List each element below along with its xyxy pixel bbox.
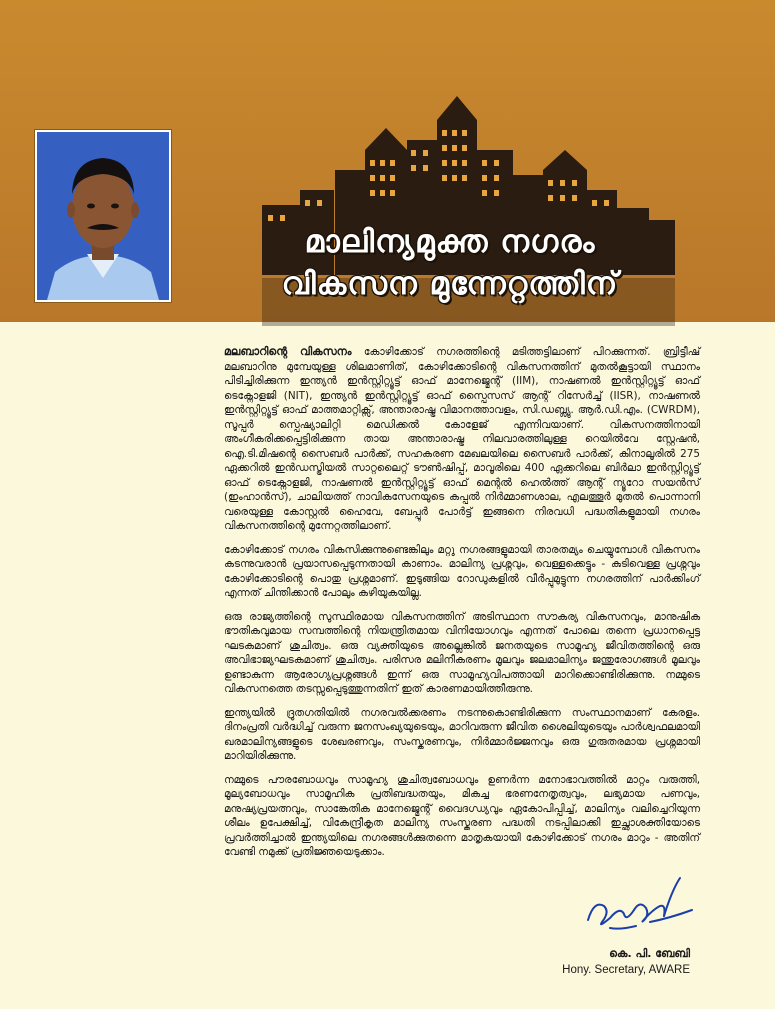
portrait-image [37, 132, 169, 300]
paragraph-1 [224, 345, 700, 534]
article-body [224, 345, 700, 869]
signature-image [580, 870, 700, 940]
paragraph-3: ഒരു രാജ്യത്തിന്റെ സുസ്ഥിരമായ വികസനത്തിന് അടിസ്ഥാന സൗകര്യ വികസനവും, മാനുഷിക ഭൗതികവുമായ സമ്പത്തിന്റെ നിയന്ത്രിതമായ വിനിയോഗവും എന്നത് പോലെ തന്നെ പ്രധാനപ്പെട്ട ഘടകമാണ് ശുചിത്വം. ഒരു വ്യക്തിയുടെ അല്ലെങ്കിൽ ജനതയുടെ സാമൂഹ്യ ജീവിതത്തിന്റെ ഒരു അവിഭാജ്യഘടകമാണ് ശുചിത്വം. പരിസര മലിനീകരണം മൂലവും ജലമാലിന്യം ജന്തുരോഗങ്ങൾ മൂലവും ഉണ്ടാകുന്ന ആരോഗ്യപ്രശ്നങ്ങൾ ഇന്ന് ഒരു സാമൂഹ്യവിപത്തായി മാറിക്കൊണ്ടിരിക്കുന്നു. നമ്മുടെ വികസനത്തെ തടസ്സപ്പെടുത്തുന്നതിന് ഇത് കാരണമായിത്തീരുന്നു. [224, 610, 700, 695]
paragraph-5: നമ്മുടെ പൗരബോധവും സാമൂഹ്യ ശുചിത്വബോധവും ഉണർന്ന മനോഭാവത്തിൽ മാറ്റം വരുത്തി, മൂല്യബോധവും സാമൂഹിക പ്രതിബദ്ധതയും, മികച്ച ഭരണനേതൃത്വവും, ലഭ്യമായ പണവും, മനുഷ്യപ്രയത്നവും, സാങ്കേതിക മാനേജ്മെന്റ് വൈദഗ്ധ്യവും ഏകോപിപ്പിച്ച്, മാലിന്യം വലിച്ചെറിയുന്ന ശീലം ഉപേക്ഷിച്ച്, വികേന്ദ്രീകൃത മാലിന്യ സംസ്കരണ പദ്ധതി നടപ്പിലാക്കി ഇച്ഛാശക്തിയോടെ പ്രവർത്തിച്ചാൽ ഇന്ത്യയിലെ നഗരങ്ങൾക്കുതന്നെ മാതൃകയായി കോഴിക്കോട് നഗരം മാറും - അതിന് വേണ്ടി നമുക്ക് പ്രതിജ്ഞയെടുക്കാം. [224, 773, 700, 858]
page-title-line2: വികസന മുന്നേറ്റത്തിന് [281, 266, 619, 302]
paragraph-4: ഇന്ത്യയിൽ ദ്രുതഗതിയിൽ നഗരവൽക്കരണം നടന്നുകൊണ്ടിരിക്കുന്ന സംസ്ഥാനമാണ് കേരളം. ദിനംപ്രതി വർദ്ധിച്ച് വരുന്ന ജനസംഖ്യയുടെയും, മാറിവരുന്ന ജീവിത ശൈലിയുടെയും പാർശ്വഫലമായി ഖരമാലിന്യങ്ങളുടെ ശേഖരണവും, സംസ്കരണവും, നിർമ്മാർജ്ജനവും ഒരു ഗുരുതരമായ പ്രശ്നമായി മാറിയിരിക്കുന്നു. [224, 706, 700, 762]
signatory-name: കെ. പി. ബേബി [609, 947, 690, 960]
paragraph-2: കോഴിക്കോട് നഗരം വികസിക്കുന്നുണ്ടെങ്കിലും മറ്റു നഗരങ്ങളുമായി താരതമ്യം ചെയ്യുമ്പോൾ വികസനം കടന്നുവരാൻ പ്രയാസപ്പെടുന്നതായി കാണാം. മാലിന്യ പ്രശ്നവും, വെള്ളക്കെട്ടും - കുടിവെള്ള പ്രശ്നവും കോഴിക്കോടിന്റെ പൊതു പ്രശ്നമാണ്. ഇടുങ്ങിയ റോഡുകളിൽ വീർപ്പുമുട്ടുന്ന നഗരത്തിന് പാർക്കിംഗ് എന്നത് ചിന്തിക്കാൻ പോലും കഴിയുകയില്ല. [224, 543, 700, 599]
lead-text: മലബാറിന്റെ വികസനം [224, 345, 352, 358]
paragraph-1-text: കോഴിക്കോട് നഗരത്തിന്റെ മടിത്തട്ടിലാണ് പിറക്കുന്നത്. ബ്രിട്ടീഷ് മലബാറിനു മുമ്പേയുള്ള ശിലമാണിത്, കോഴിക്കോടിന്റെ വികസനത്തിന് മുതൽകൂട്ടായി സ്ഥാനം പിടിച്ചിരിക്കുന്ന ഇന്ത്യൻ ഇൻസ്റ്റിറ്റ്യൂട്ട് ഓഫ് മാനേജ്മെന്റ് (IIM), നാഷണൽ ഇൻസ്റ്റിറ്റ്യൂട്ട് ഓഫ് ടെക്നോളജി (NIT), ഇന്ത്യൻ ഇൻസ്റ്റിറ്റ്യൂട്ട് ഓഫ് സ്പൈസസ് ആന്റ് റിസേർച്ച് (IISR), നാഷണൽ ഇൻസ്റ്റിറ്റ്യൂട്ട് ഓഫ് മാത്തമാറ്റിക്സ്, അന്താരാഷ്ട്ര വിമാനത്താവളം, സി.ഡബ്ല്യു. ആർ.ഡി.എം. (CWRDM), സൂപ്പർ സ്പെഷ്യാലിറ്റി മെഡിക്കൽ കോളേജ് എന്നിവയാണ്. വികസനത്തിനായി അംഗീകരിക്കപ്പെട്ടിരിക്കുന്ന തായ അന്താരാഷ്ട്ര നിലവാരത്തിലുള്ള റെയിൽവേ സ്റ്റേഷൻ, ഐ.ടി.മിഷന്റെ സൈബർ പാർക്ക്, സഹകരണ മേഖലയിലെ സൈബർ പാർക്ക്, കിനാലൂരിൽ 275 ഏക്കറിൽ ഇൻഡസ്ട്രിയൽ സാറ്റലൈറ്റ് ടൗൺഷിപ്പ്, മാവൂരിലെ 400 ഏക്കറിലെ ബിർലാ ഇൻസ്റ്റിറ്റ്യൂട്ട് ഓഫ് ടെക്നോളജി, നാഷണൽ ഇൻസ്റ്റിറ്റ്യൂട്ട് ഓഫ് മെന്റൽ ഹെൽത്ത് ആന്റ് ന്യൂറോ സയൻസ് (ഇംഹാൻസ്), ചാലിയത്ത് നാവികസേനയുടെ കപ്പൽ നിർമ്മാണശാല, എലത്തൂർ മുതൽ പൊന്നാനി വരെയുള്ള കോസ്റ്റൽ ഹൈവേ, ബേപ്പൂർ പോർട്ട് ഇങ്ങനെ നിരവധി പദ്ധതികളുമായി നഗരം വികസനത്തിന്റെ മുന്നേറ്റത്തിലാണ്. [224, 346, 701, 532]
signatory-role: Hony. Secretary, AWARE [562, 964, 690, 976]
author-photo [35, 130, 171, 302]
page-title-line1: മാലിന്യമുക്ത നഗരം [304, 224, 596, 260]
